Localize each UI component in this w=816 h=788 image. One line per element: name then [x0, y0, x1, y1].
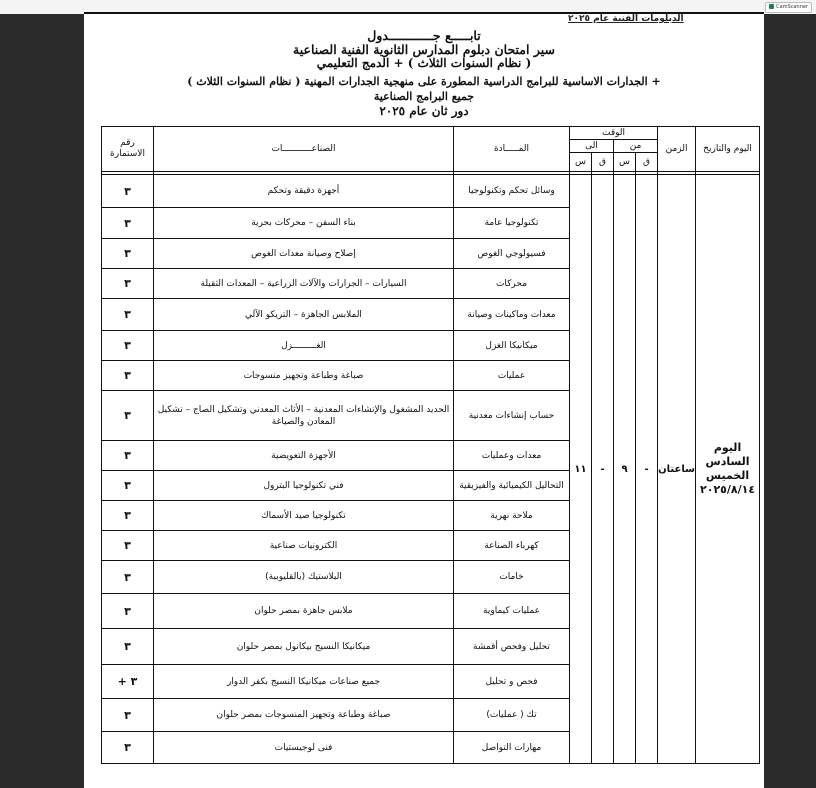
form-number-cell: ٣: [102, 361, 154, 391]
scanner-logo-icon: [769, 4, 774, 9]
form-number-cell: ٣: [102, 531, 154, 561]
subject-cell: تك ( عمليات): [454, 699, 570, 732]
heading-line-3: ( نظام السنوات الثلاث ) + الدمج التعليمي: [316, 56, 532, 70]
subject-cell: محركات: [454, 269, 570, 299]
form-number-cell: ٣: [102, 391, 154, 441]
to-minute-cell: -: [592, 175, 614, 764]
industries-cell: أجهزة دقيقة وتحكم: [154, 175, 454, 208]
subject-cell: مهارات التواصل: [454, 732, 570, 764]
industries-cell: الملابس الجاهزة – التريكو الآلي: [154, 299, 454, 331]
subject-cell: فسيولوجي الغوص: [454, 239, 570, 269]
industries-cell: صباغة وطباعة وتجهيز المنسوجات بمصر حلوان: [154, 699, 454, 732]
from-hour-cell: ٩: [614, 175, 636, 764]
subject-cell: فحص و تحليل: [454, 665, 570, 699]
subject-cell: ملاحة نهرية: [454, 501, 570, 531]
form-number-cell: ٣: [102, 501, 154, 531]
form-number-cell: ٣: [102, 299, 154, 331]
header-industries: الصناعـــــــــــات: [154, 127, 454, 172]
form-number-cell: ٣: [102, 269, 154, 299]
industries-cell: فنى لوجيستيات: [154, 732, 454, 764]
industries-cell: فني تكنولوجيا البترول: [154, 471, 454, 501]
industries-cell: الكترونيات صناعية: [154, 531, 454, 561]
form-number-cell: ٣: [102, 594, 154, 629]
form-number-cell: ٣: [102, 331, 154, 361]
table-header-row-1: [102, 127, 760, 140]
form-number-cell: ٣: [102, 629, 154, 665]
industries-cell: ملابس جاهزة بمصر حلوان: [154, 594, 454, 629]
subject-cell: تحليل وفحص أقمشة: [454, 629, 570, 665]
industries-cell: السيارات – الجرارات والآلات الزراعية – المعدات الثقيلة: [154, 269, 454, 299]
subject-cell: التحاليل الكيميائية والفيزيقية: [454, 471, 570, 501]
industries-cell: ميكانيكا النسيج بيكانول بمصر حلوان: [154, 629, 454, 665]
industries-cell: إصلاح وصيانة معدات الغوص: [154, 239, 454, 269]
form-number-cell: ٣: [102, 175, 154, 208]
industries-cell: صباغة وطباعة وتجهيز منسوجات: [154, 361, 454, 391]
subject-cell: معدات وماكينات وصيانة: [454, 299, 570, 331]
scanned-document-page: [84, 12, 764, 788]
heading-line-4: + الجدارات الاساسية للبرامج الدراسية المطورة على منهجية الجدارات المهنية ( نظام السنوات الثلاث ): [187, 75, 661, 88]
subject-cell: وسائل تحكم وتكنولوجيا: [454, 175, 570, 208]
industries-cell: جميع صناعات ميكانيكا النسيج بكفر الدوار: [154, 665, 454, 699]
industries-cell: الحديد المشغول والإنشاءات المعدنية – الأثاث المعدني وتشكيل الصاج – تشكيل المعادن والصياغة: [154, 391, 454, 441]
header-form-number: رقم الاستمارة: [102, 127, 154, 172]
subject-cell: عمليات: [454, 361, 570, 391]
day-date-cell: اليوم السادس الخميس ٢٠٢٥/٨/١٤: [696, 175, 760, 764]
to-hour-cell: ١١: [570, 175, 592, 764]
industries-cell: الغـــــــــزل: [154, 331, 454, 361]
form-number-cell: ٣ +: [102, 665, 154, 699]
industries-cell: تكنولوجيا صيد الأسماك: [154, 501, 454, 531]
form-number-cell: ٣: [102, 208, 154, 239]
subject-cell: ميكانيكا الغزل: [454, 331, 570, 361]
industries-cell: البلاستيك (بالقليوبية): [154, 561, 454, 594]
header-to: الى: [570, 140, 614, 153]
industries-cell: بناء السفن – محركات بحرية: [154, 208, 454, 239]
subject-cell: تكنولوجيا عامة: [454, 208, 570, 239]
scanner-badge[interactable]: CamScanner: [765, 2, 812, 13]
subject-cell: معدات وعمليات: [454, 441, 570, 471]
table-row: [102, 175, 760, 208]
form-number-cell: ٣: [102, 699, 154, 732]
form-number-cell: ٣: [102, 471, 154, 501]
corner-note: الدبلومات الفنية عام ٢٠٢٥: [568, 14, 684, 24]
exam-schedule-table: [101, 126, 760, 764]
subject-cell: خامات: [454, 561, 570, 594]
header-time: الوقت: [570, 127, 658, 140]
form-number-cell: ٣: [102, 441, 154, 471]
duration-cell: ساعتان: [658, 175, 696, 764]
header-duration: الزمن: [658, 127, 696, 172]
heading-line-5: جميع البرامج الصناعية: [373, 90, 475, 103]
header-subject: المـــــادة: [454, 127, 570, 172]
form-number-cell: ٣: [102, 561, 154, 594]
header-day-date: اليوم والتاريخ: [696, 127, 760, 172]
header-from-hour: س: [614, 153, 636, 172]
heading-line-6: دور ثان عام ٢٠٢٥: [379, 104, 469, 118]
header-to-minute: ق: [592, 153, 614, 172]
form-number-cell: ٣: [102, 239, 154, 269]
form-number-cell: ٣: [102, 732, 154, 764]
table-body: [102, 172, 760, 764]
header-from: من: [614, 140, 658, 153]
subject-cell: حساب إنشاءات معدنية: [454, 391, 570, 441]
industries-cell: الأجهزة التعويضية: [154, 441, 454, 471]
header-from-minute: ق: [636, 153, 658, 172]
subject-cell: عمليات كيماوية: [454, 594, 570, 629]
from-minute-cell: -: [636, 175, 658, 764]
subject-cell: كهرباء الصناعة: [454, 531, 570, 561]
header-to-hour: س: [570, 153, 592, 172]
heading-line-2: سير امتحان دبلوم المدارس الثانوية الفنية الصناعية: [293, 42, 555, 57]
heading-line-1: تابـــــع جــــــــــــدول: [367, 28, 481, 43]
